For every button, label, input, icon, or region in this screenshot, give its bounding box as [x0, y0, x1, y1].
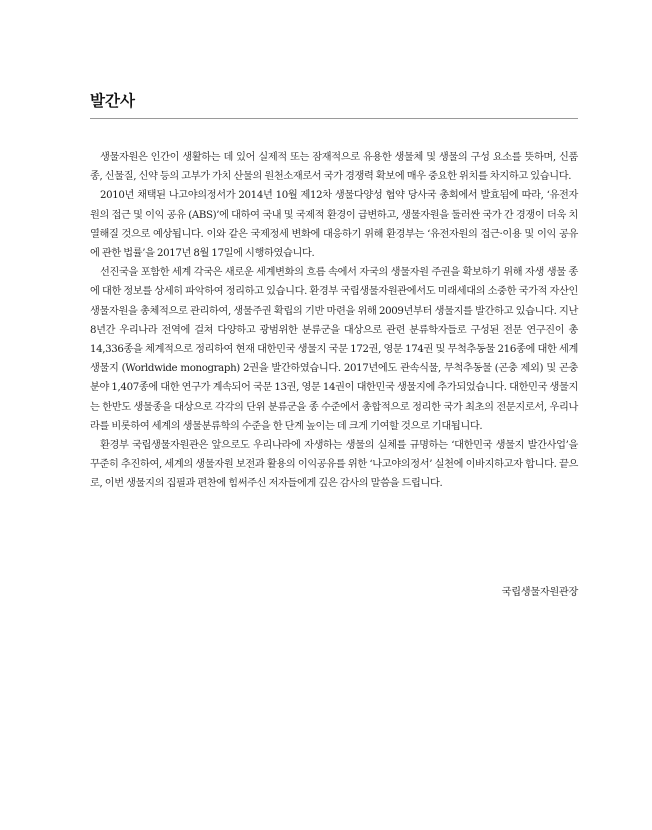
paragraph: 환경부 국립생물자원관은 앞으로도 우리나라에 자생하는 생물의 실체를 규명하는 ‘대한민국 생물지 발간사업’을 꾸준히 추진하여, 세계의 생물자원 보전과 활용의 이익공유를 위한 ‘나고야의정서’ 실천에 이바지하고자 합니다. 끝으로, 이번 생물지의 집필과 편찬에 힘써주신 저자들에게 깊은 감사의 말씀을 드립니다.: [90, 440, 578, 490]
paragraph: 2010년 채택된 나고야의정서가 2014년 10월 제12차 생물다양성 협약 당사국 총회에서 발효됨에 따라, ‘유전자원의 접근 및 이익 공유 (ABS)’에 대하여 국내 및 국제적 환경이 급변하고, 생물자원을 둘러싼 국가 간 경쟁이 더욱 치열해질 것으로 예상됩니다. 이와 같은 국제정세 변화에 대응하기 위해 환경부는 ‘유전자원의 접근·이용 및 이익 공유에 관한 법률’을 2017년 8월 17일에 시행하였습니다.: [90, 190, 578, 260]
paragraph: 선진국을 포함한 세계 각국은 새로운 세계변화의 흐름 속에서 자국의 생물자원 주권을 확보하기 위해 자생 생물 종에 대한 정보를 상세히 파악하여 정리하고 있습니다. 환경부 국립생물자원관에서도 미래세대의 소중한 국가적 자산인 생물자원을 총체적으로 관리하여, 생물주권 확립의 기반 마련을 위해 2009년부터 생물지를 발간하고 있습니다. 지난 8년간 우리나라 전역에 걸쳐 다양하고 광범위한 분류군을 대상으로 관련 분류학자들로 구성된 전문 연구진이 총 14,336종을 체계적으로 정리하여 현재 대한민국 생물지 국문 172권, 영문 174권 및 무척추동물 216종에 대한 세계 생물지 (Worldwide monograph) 2권을 발간하였습니다. 2017년에도 관속식물, 무척추동물 (곤충 제외) 및 곤충 분야 1,407종에 대한 연구가 계속되어 국문 13권, 영문 14권이 대한민국 생물지에 추가되었습니다. 대한민국 생물지는 한반도 생물종을 대상으로 각각의 단위 분류군을 종 수준에서 총합적으로 정리한 국가 최초의 전문지로서, 우리나라를 비롯하여 세계의 생물분류학의 수준을 한 단계 높이는 데 크게 기여할 것으로 기대됩니다.: [90, 267, 578, 432]
preface-body: [90, 148, 578, 494]
signature: 국립생물자원관장: [501, 587, 578, 598]
title-divider: [90, 118, 578, 119]
page-title: 발간사: [90, 92, 135, 110]
paragraph: 생물자원은 인간이 생활하는 데 있어 실제적 또는 잠재적으로 유용한 생물체 및 생물의 구성 요소를 뜻하며, 신품종, 신물질, 신약 등의 고부가 가치 산물의 원천소재로서 국가 경쟁력 확보에 매우 중요한 위치를 차지하고 있습니다.: [90, 152, 578, 183]
